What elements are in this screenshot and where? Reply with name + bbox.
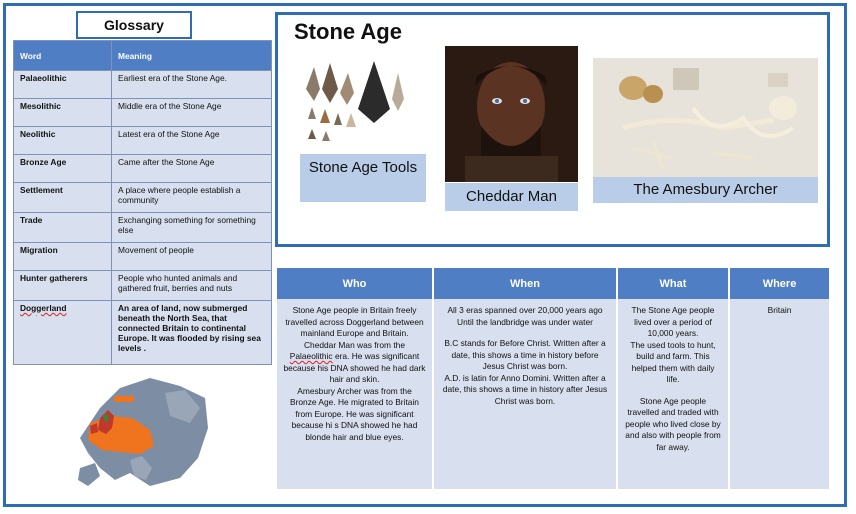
- glossary-row: [14, 271, 272, 301]
- header-when: When: [434, 268, 618, 299]
- glossary-header-meaning: Meaning: [112, 41, 272, 71]
- glossary-word-doggerland: Doggerland: [20, 303, 67, 313]
- header-who: Who: [277, 268, 434, 299]
- glossary-meaning: Exchanging something for something else: [112, 213, 272, 243]
- glossary-row: [14, 71, 272, 99]
- who-p3: Amesbury Archer was from the Bronze Age. He migrated to Britain from Europe. He was significant because hi s DNA showed he had blonde hair and blue eyes.: [290, 385, 419, 442]
- amesbury-archer-caption: The Amesbury Archer: [593, 177, 818, 203]
- what-p2: The used tools to hunt, build and farm. This helped them with daily life.: [630, 339, 716, 384]
- when-p2: Until the landbridge was under water: [457, 316, 593, 327]
- glossary-word: Migration: [14, 243, 112, 271]
- who-p2-post: era. He was significant because his DNA showed he had dark hair and skin.: [283, 351, 426, 384]
- glossary-meaning: Movement of people: [112, 243, 272, 271]
- glossary-meaning: A place where people establish a community: [112, 183, 272, 213]
- topic-header-row: [277, 268, 829, 299]
- cheddar-man-caption: Cheddar Man: [445, 183, 578, 211]
- stone-tools-image: [298, 59, 408, 159]
- glossary-row: [14, 155, 272, 183]
- glossary-word: Neolithic: [14, 127, 112, 155]
- what-p3: Stone Age people travelled and traded with people who lived close by and also with people from far away.: [625, 395, 721, 452]
- glossary-meaning: Latest era of the Stone Age: [112, 127, 272, 155]
- when-p4: A.D. is latin for Anno Domini. Written after a date, this shows a time in history after Jesus Christ was born.: [442, 372, 608, 406]
- who-p1: Stone Age people in Britain freely travelled across Doggerland between mainland Europe and Britain.: [285, 305, 424, 338]
- glossary-header-word: Word: [14, 41, 112, 71]
- glossary-word: Mesolithic: [14, 99, 112, 127]
- topic-row: [277, 299, 829, 489]
- glossary-row: [14, 301, 272, 365]
- cheddar-man-image: [445, 46, 578, 182]
- glossary-meaning: Earliest era of the Stone Age.: [112, 71, 272, 99]
- what-cell: [618, 299, 730, 489]
- topic-table: [277, 268, 829, 489]
- glossary-word: Palaeolithic: [14, 71, 112, 99]
- glossary-table: [13, 40, 272, 365]
- glossary-row: [14, 183, 272, 213]
- who-cell: [277, 299, 434, 489]
- glossary-meaning: Came after the Stone Age: [112, 155, 272, 183]
- glossary-word: Bronze Age: [14, 155, 112, 183]
- where-p1: Britain: [767, 305, 792, 315]
- glossary-row: [14, 99, 272, 127]
- glossary-word: Hunter gatherers: [14, 271, 112, 301]
- glossary-row: [14, 213, 272, 243]
- where-cell: [730, 299, 829, 489]
- glossary-word: Settlement: [14, 183, 112, 213]
- stone-tools-caption: Stone Age Tools: [300, 154, 426, 202]
- glossary-word: Trade: [14, 213, 112, 243]
- europe-map-image: [70, 368, 210, 493]
- when-p3: B.C stands for Before Christ. Written after a date, this shows a time in history before Jesus Christ was born.: [444, 338, 606, 371]
- glossary-word: [14, 301, 112, 365]
- stone-age-panel: [275, 12, 830, 247]
- amesbury-archer-image: [593, 58, 818, 178]
- what-p1: The Stone Age people lived over a period of 10,000 years.: [631, 305, 715, 338]
- glossary-row: [14, 243, 272, 271]
- when-cell: [434, 299, 618, 489]
- glossary-meaning: People who hunted animals and gathered fruit, berries and nuts: [112, 271, 272, 301]
- glossary-row: [14, 127, 272, 155]
- who-p2-pre: Cheddar Man was from the: [303, 339, 405, 350]
- header-where: Where: [730, 268, 829, 299]
- glossary-title: Glossary: [76, 11, 192, 39]
- glossary-header-row: [14, 41, 272, 71]
- when-p1: All 3 eras spanned over 20,000 years ago: [447, 305, 603, 315]
- who-p2-word: Palaeolithic: [289, 351, 333, 361]
- stone-age-title: Stone Age: [294, 19, 402, 44]
- glossary-meaning: Middle era of the Stone Age: [112, 99, 272, 127]
- glossary-meaning: An area of land, now submerged beneath the North Sea, that connected Britain to continental Europe. It was flooded by rising sea levels .: [112, 301, 272, 365]
- header-what: What: [618, 268, 730, 299]
